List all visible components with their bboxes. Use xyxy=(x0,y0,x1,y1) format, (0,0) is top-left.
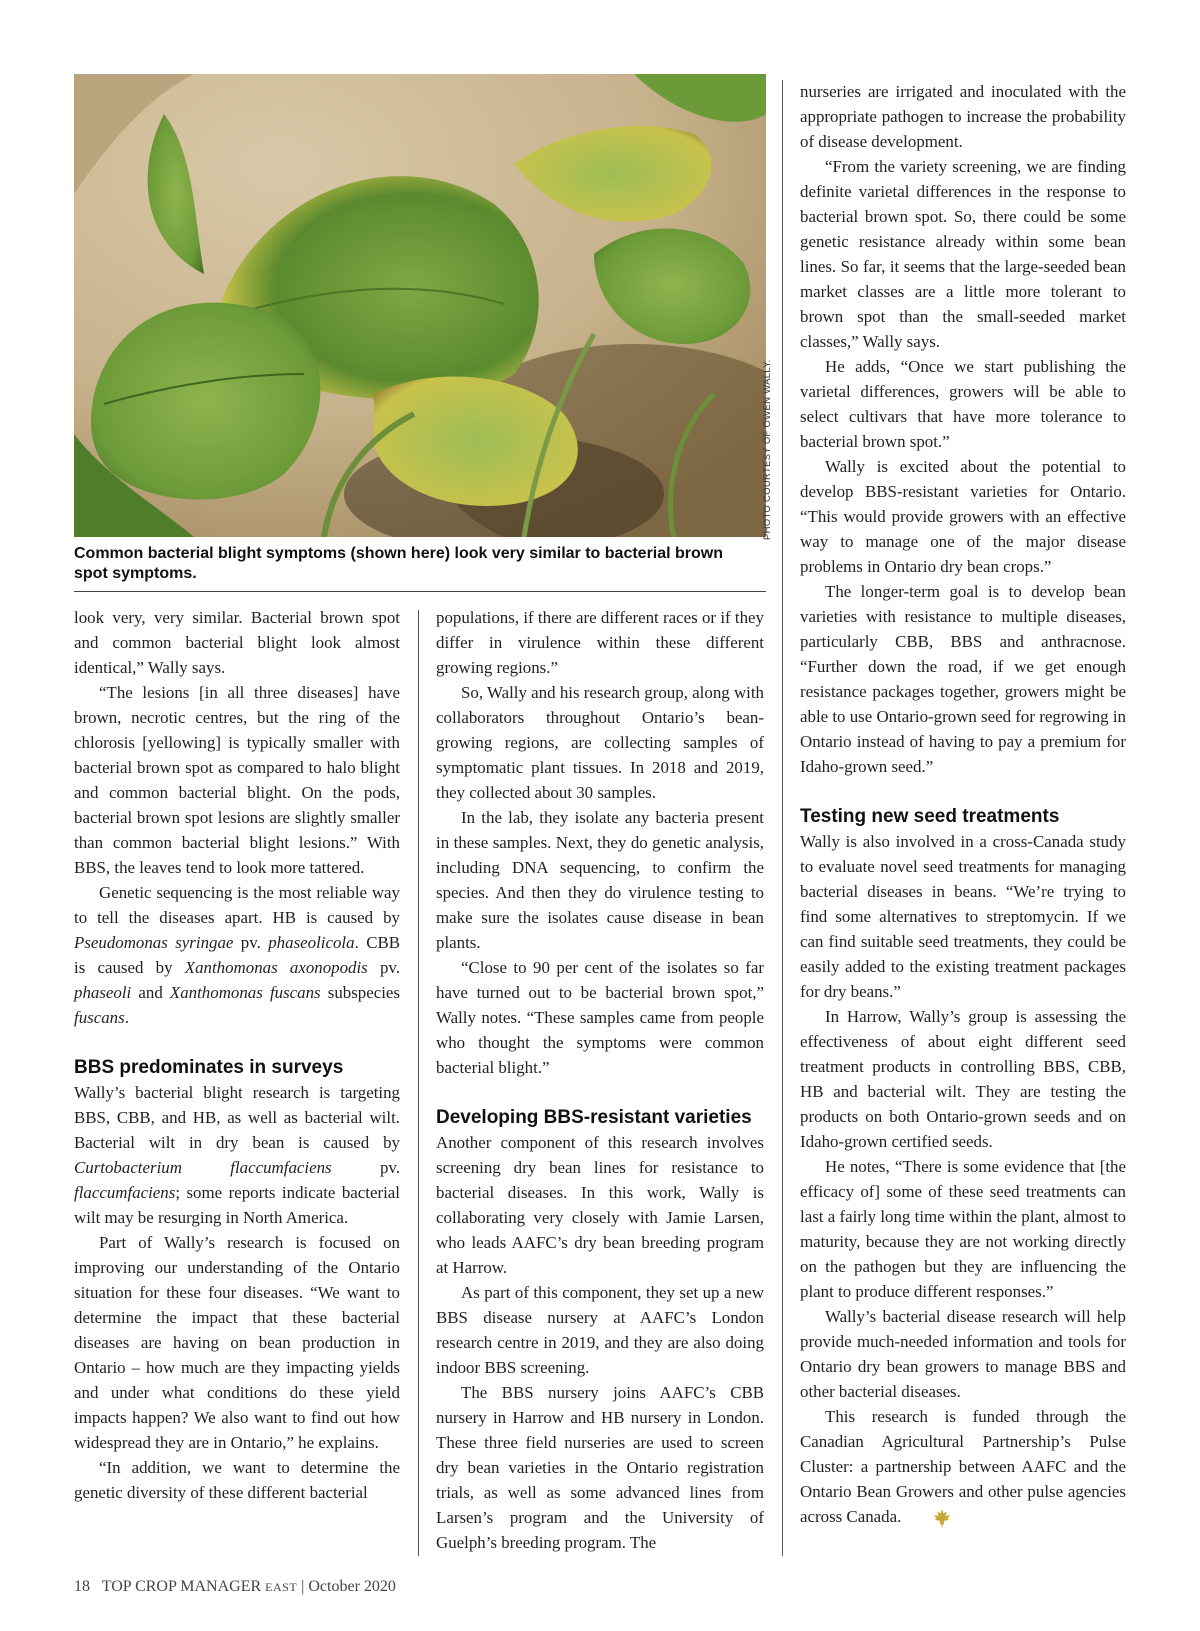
footer-separator: | xyxy=(301,1578,305,1595)
paragraph: As part of this component, they set up a new BBS disease nursery at AAFC’s London research centre in 2019, and they are also doing indoor BBS screening. xyxy=(436,1283,764,1377)
paragraph: He adds, “Once we start publishing the varietal differences, growers will be able to select cultivars that have more tolerance to bacterial brown spot.” xyxy=(800,357,1126,451)
paragraph: Genetic sequencing is the most reliable way to tell the diseases apart. HB is caused by Pseudomonas syringae pv. phaseolicola. CBB is caused by Xanthomonas axonopodis pv. phaseoli and Xanthomonas fuscans subspecies fuscans. xyxy=(74,883,400,1027)
paragraph: Wally’s bacterial blight research is targeting BBS, CBB, and HB, as well as bacterial wilt. Bacterial wilt in dry bean is caused by Curtobacterium flaccumfaciens pv. flaccumfaciens; some reports indicate bacterial wilt may be resurging in North America. xyxy=(74,1083,400,1227)
page-number: 18 xyxy=(74,1578,90,1595)
photo-caption: Common bacterial blight symptoms (shown here) look very similar to bacterial brown spot symptoms. xyxy=(74,545,724,582)
paragraph: In Harrow, Wally’s group is assessing the effectiveness of about eight different seed treatment products in controlling BBS, CBB, HB and bacterial wilt. They are testing the products on both Ontario-grown seeds and on Idaho-grown certified seeds. xyxy=(800,1007,1126,1151)
article-column-3 xyxy=(800,79,1126,1529)
column-divider xyxy=(782,80,783,1556)
column-divider xyxy=(418,610,419,1556)
section-heading: Developing BBS-resistant varieties xyxy=(436,1107,752,1128)
photo-illustration xyxy=(74,74,766,537)
article-column-2 xyxy=(436,605,764,1555)
paragraph: Part of Wally’s research is focused on improving our understanding of the Ontario situation for these four diseases. “We want to determine the impact that these bacterial diseases are having on bean production in Ontario – how much are they impacting yields and under what conditions do these yield impacts happen? We also want to find out how widespread they are in Ontario,” he explains. xyxy=(74,1233,400,1452)
paragraph: “The lesions [in all three diseases] have brown, necrotic centres, but the ring of the chlorosis [yellowing] is typically smaller with bacterial brown spot as compared to halo blight and common bacterial blight. On the pods, bacterial brown spot lesions are slightly smaller than common bacterial blight lesions.” With BBS, the leaves tend to look more tattered. xyxy=(74,683,400,877)
photo-credit: PHOTO COURTESY OF OWEN WALLY. xyxy=(762,359,773,540)
article-column-1 xyxy=(74,605,400,1505)
paragraph: In the lab, they isolate any bacteria present in these samples. Next, they do genetic analysis, including DNA sequencing, to confirm the species. And then they do virulence testing to make sure the isolates cause disease in bean plants. xyxy=(436,808,764,952)
paragraph: The BBS nursery joins AAFC’s CBB nursery in Harrow and HB nursery in London. These three field nurseries are used to screen dry bean varieties in the Ontario registration trials, as well as some advanced lines from Larsen’s program and the University of Guelph’s breeding program. The xyxy=(436,1383,764,1552)
paragraph: Wally is excited about the potential to develop BBS-resistant varieties for Ontario. “This would provide growers with an effective way to manage one of the major disease problems in Ontario dry bean crops.” xyxy=(800,457,1126,576)
paragraph: He notes, “There is some evidence that [the efficacy of] some of these seed treatments can last a fairly long time within the plant, almost to maturity, because they are not working directly on the pathogen but they are influencing the plant to produce different responses.” xyxy=(800,1157,1126,1301)
bean-leaf-photo xyxy=(74,74,766,537)
page-footer xyxy=(74,1578,396,1596)
paragraph: populations, if there are different races or if they differ in virulence within these different growing regions.” xyxy=(436,608,764,677)
paragraph: “In addition, we want to determine the genetic diversity of these different bacterial xyxy=(74,1458,400,1502)
magazine-name: TOP CROP MANAGER xyxy=(101,1578,262,1595)
section-heading: BBS predominates in surveys xyxy=(74,1057,344,1078)
paragraph: nurseries are irrigated and inoculated with the appropriate pathogen to increase the probability of disease development. xyxy=(800,82,1126,151)
paragraph: “From the variety screening, we are finding definite varietal differences in the response to bacterial brown spot. So, there could be some genetic resistance already within some bean lines. So far, it seems that the large-seeded bean market classes are a little more tolerant to brown spot than the small-seeded market classes,” Wally says. xyxy=(800,157,1126,351)
caption-divider xyxy=(74,591,766,592)
paragraph: look very, very similar. Bacterial brown spot and common bacterial blight look almost identical,” Wally says. xyxy=(74,608,400,677)
paragraph: The longer-term goal is to develop bean varieties with resistance to multiple diseases, particularly CBB, BBS and anthracnose. “Further down the road, if we get enough resistance packages together, growers might be able to use Ontario-grown seed for regrowing in Ontario instead of having to pay a premium for Idaho-grown seed.” xyxy=(800,582,1126,776)
paragraph: So, Wally and his research group, along with collaborators throughout Ontario’s bean-growing regions, are collecting samples of symptomatic plant tissues. In 2018 and 2019, they collected about 30 samples. xyxy=(436,683,764,802)
issue-date: October 2020 xyxy=(308,1578,396,1595)
paragraph: Wally is also involved in a cross-Canada study to evaluate novel seed treatments for managing bacterial diseases in beans. “We’re trying to find some alternatives to streptomycin. If we can find suitable seed treatments, they could be easily added to the existing treatment packages for dry beans.” xyxy=(800,832,1126,1001)
paragraph: Another component of this research involves screening dry bean lines for resistance to bacterial diseases. In this work, Wally is collaborating very closely with Jamie Larsen, who leads AAFC’s dry bean breeding program at Harrow. xyxy=(436,1133,764,1277)
paragraph: Wally’s bacterial disease research will help provide much-needed information and tools for Ontario dry bean growers to manage BBS and other bacterial diseases. xyxy=(800,1307,1126,1401)
section-heading: Testing new seed treatments xyxy=(800,806,1060,827)
maple-leaf-icon xyxy=(906,1507,928,1529)
magazine-edition: EAST xyxy=(265,1580,298,1594)
paragraph: This research is funded through the Canadian Agricultural Partnership’s Pulse Cluster: a partnership between AAFC and the Ontario Bean Growers and other pulse agencies across Canada. xyxy=(800,1404,1126,1529)
paragraph: “Close to 90 per cent of the isolates so far have turned out to be bacterial brown spot,” Wally notes. “These samples came from people who thought the symptoms were common bacterial blight.” xyxy=(436,958,764,1077)
